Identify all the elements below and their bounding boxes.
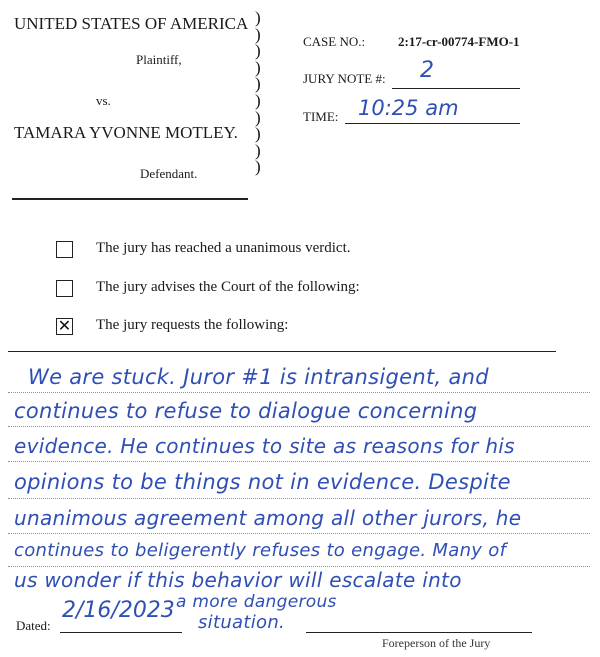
time-value: 10:25 am [358, 96, 459, 120]
note-rule [8, 461, 590, 462]
note-line: a more dangerous [176, 592, 337, 612]
note-top-rule [8, 351, 556, 352]
caption-bracket: ) ) ) ) ) ) ) ) ) ) [255, 8, 261, 177]
time-label: TIME: [303, 109, 339, 124]
option-requests-label: The jury requests the following: [96, 317, 289, 333]
plaintiff-name: UNITED STATES OF AMERICA [14, 14, 249, 33]
foreperson-signature-line [306, 632, 532, 633]
jury-note-line [392, 88, 520, 89]
versus-label: vs. [96, 93, 111, 108]
caption-underline [12, 198, 248, 200]
note-rule [8, 533, 590, 534]
time-line [345, 123, 520, 124]
plaintiff-role: Plaintiff, [136, 52, 182, 67]
check-x-icon: ✕ [57, 316, 72, 335]
option-advises-checkbox[interactable] [56, 280, 73, 297]
option-requests-checkbox[interactable] [56, 318, 73, 335]
note-rule [8, 566, 590, 567]
note-line: unanimous agreement among all other jurors, he [14, 506, 522, 530]
case-no-value: 2:17-cr-00774-FMO-1 [398, 34, 520, 49]
option-verdict-label: The jury has reached a unanimous verdict. [96, 240, 351, 256]
note-line: situation. [198, 612, 286, 633]
note-line: continues to refuse to dialogue concerning [14, 399, 478, 423]
foreperson-label: Foreperson of the Jury [382, 636, 491, 650]
dated-label: Dated: [16, 618, 51, 633]
case-no-label: CASE NO.: [303, 34, 366, 49]
dated-line [60, 632, 182, 633]
option-advises-label: The jury advises the Court of the following: [96, 279, 360, 295]
note-rule [8, 392, 590, 393]
option-verdict-checkbox[interactable] [56, 241, 73, 258]
dated-value: 2/16/2023 [62, 598, 175, 623]
defendant-role: Defendant. [140, 166, 198, 181]
note-line: opinions to be things not in evidence. Despite [14, 470, 511, 494]
note-rule [8, 498, 590, 499]
jury-note-label: JURY NOTE #: [303, 71, 386, 86]
note-line: continues to beligerently refuses to engage. Many of [14, 540, 507, 561]
note-line: evidence. He continues to site as reasons for his [14, 434, 515, 458]
note-line: us wonder if this behavior will escalate into [14, 568, 462, 592]
defendant-name: TAMARA YVONNE MOTLEY. [14, 123, 238, 142]
note-line: We are stuck. Juror #1 is intransigent, and [28, 365, 489, 389]
jury-note-value: 2 [420, 58, 434, 83]
note-rule [8, 426, 590, 427]
